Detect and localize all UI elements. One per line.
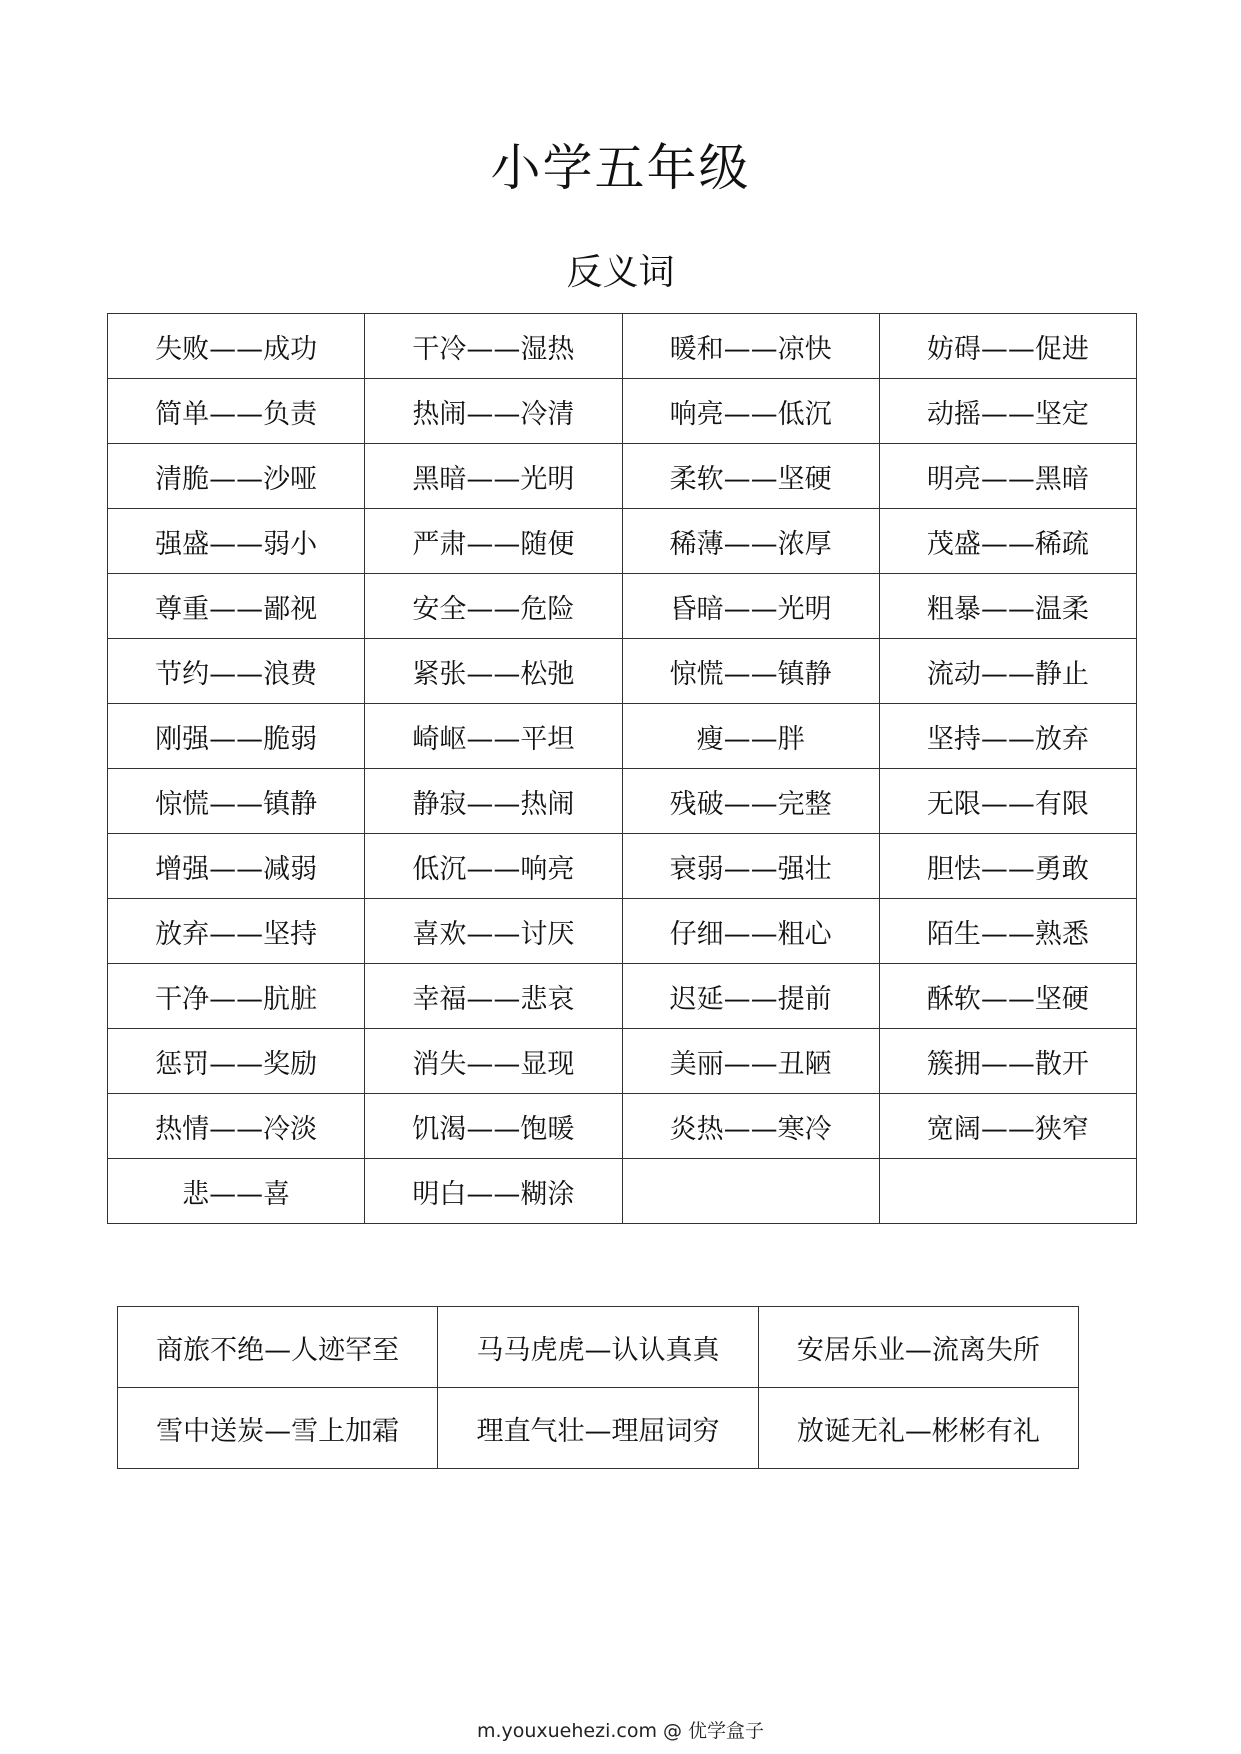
antonym-pair-cell: 安全——危险 — [365, 574, 622, 639]
antonym-pair-cell: 粗暴——温柔 — [879, 574, 1136, 639]
idiom-pair-cell: 理直气壮—理屈词穷 — [438, 1388, 758, 1469]
antonym-pair-cell: 胆怯——勇敢 — [879, 834, 1136, 899]
antonym-pair-cell: 陌生——熟悉 — [879, 899, 1136, 964]
antonym-pair-cell: 酥软——坚硬 — [879, 964, 1136, 1029]
table-row — [108, 1094, 1137, 1159]
antonym-pair-cell: 刚强——脆弱 — [108, 704, 365, 769]
antonym-pair-cell — [622, 1159, 879, 1224]
antonym-pair-cell: 仔细——粗心 — [622, 899, 879, 964]
idiom-pair-cell: 商旅不绝—人迹罕至 — [118, 1307, 438, 1388]
antonym-pair-cell: 宽阔——狭窄 — [879, 1094, 1136, 1159]
antonym-pair-cell: 明白——糊涂 — [365, 1159, 622, 1224]
antonym-pair-cell: 消失——显现 — [365, 1029, 622, 1094]
table-row — [118, 1388, 1079, 1469]
idiom-pair-cell: 马马虎虎—认认真真 — [438, 1307, 758, 1388]
idiom-pair-cell: 放诞无礼—彬彬有礼 — [758, 1388, 1078, 1469]
antonym-pair-cell: 衰弱——强壮 — [622, 834, 879, 899]
table-row — [108, 964, 1137, 1029]
table-row — [108, 314, 1137, 379]
table-row — [108, 899, 1137, 964]
antonym-pair-cell: 失败——成功 — [108, 314, 365, 379]
antonym-pair-cell: 强盛——弱小 — [108, 509, 365, 574]
antonym-table — [107, 313, 1137, 1224]
antonym-pair-cell: 崎岖——平坦 — [365, 704, 622, 769]
table-row — [108, 1029, 1137, 1094]
antonym-pair-cell: 昏暗——光明 — [622, 574, 879, 639]
antonym-pair-cell: 节约——浪费 — [108, 639, 365, 704]
antonym-pair-cell: 流动——静止 — [879, 639, 1136, 704]
antonym-pair-cell: 热闹——冷清 — [365, 379, 622, 444]
antonym-pair-cell: 简单——负责 — [108, 379, 365, 444]
antonym-pair-cell: 暖和——凉快 — [622, 314, 879, 379]
idiom-pair-cell: 雪中送炭—雪上加霜 — [118, 1388, 438, 1469]
antonym-pair-cell: 瘦——胖 — [622, 704, 879, 769]
antonym-pair-cell: 无限——有限 — [879, 769, 1136, 834]
antonym-pair-cell: 放弃——坚持 — [108, 899, 365, 964]
antonym-pair-cell: 动摇——坚定 — [879, 379, 1136, 444]
antonym-pair-cell: 美丽——丑陋 — [622, 1029, 879, 1094]
idiom-pair-cell: 安居乐业—流离失所 — [758, 1307, 1078, 1388]
antonym-pair-cell: 静寂——热闹 — [365, 769, 622, 834]
antonym-pair-cell: 坚持——放弃 — [879, 704, 1136, 769]
antonym-pair-cell — [879, 1159, 1136, 1224]
antonym-pair-cell: 黑暗——光明 — [365, 444, 622, 509]
antonym-pair-cell: 残破——完整 — [622, 769, 879, 834]
antonym-pair-cell: 增强——减弱 — [108, 834, 365, 899]
antonym-pair-cell: 惊慌——镇静 — [108, 769, 365, 834]
antonym-pair-cell: 惩罚——奖励 — [108, 1029, 365, 1094]
antonym-pair-cell: 响亮——低沉 — [622, 379, 879, 444]
footer-watermark: m.youxuehezi.com @ 优学盒子 — [476, 1720, 765, 1742]
page-title: 小学五年级 — [490, 139, 751, 197]
table-row — [108, 379, 1137, 444]
idiom-antonym-table — [117, 1306, 1079, 1469]
antonym-pair-cell: 柔软——坚硬 — [622, 444, 879, 509]
table-row — [108, 509, 1137, 574]
antonym-pair-cell: 干净——肮脏 — [108, 964, 365, 1029]
antonym-pair-cell: 饥渴——饱暖 — [365, 1094, 622, 1159]
antonym-pair-cell: 干冷——湿热 — [365, 314, 622, 379]
antonym-pair-cell: 清脆——沙哑 — [108, 444, 365, 509]
table-row — [108, 834, 1137, 899]
antonym-pair-cell: 喜欢——讨厌 — [365, 899, 622, 964]
antonym-pair-cell: 低沉——响亮 — [365, 834, 622, 899]
table-row — [118, 1307, 1079, 1388]
antonym-pair-cell: 紧张——松弛 — [365, 639, 622, 704]
table-row — [108, 444, 1137, 509]
antonym-pair-cell: 炎热——寒冷 — [622, 1094, 879, 1159]
antonym-pair-cell: 热情——冷淡 — [108, 1094, 365, 1159]
antonym-pair-cell: 悲——喜 — [108, 1159, 365, 1224]
table-row — [108, 639, 1137, 704]
section-title: 反义词 — [566, 252, 675, 293]
antonym-pair-cell: 迟延——提前 — [622, 964, 879, 1029]
antonym-pair-cell: 严肃——随便 — [365, 509, 622, 574]
antonym-pair-cell: 妨碍——促进 — [879, 314, 1136, 379]
antonym-pair-cell: 幸福——悲哀 — [365, 964, 622, 1029]
antonym-pair-cell: 尊重——鄙视 — [108, 574, 365, 639]
antonym-pair-cell: 稀薄——浓厚 — [622, 509, 879, 574]
antonym-pair-cell: 明亮——黑暗 — [879, 444, 1136, 509]
table-row — [108, 574, 1137, 639]
antonym-pair-cell: 茂盛——稀疏 — [879, 509, 1136, 574]
table-row — [108, 1159, 1137, 1224]
antonym-pair-cell: 惊慌——镇静 — [622, 639, 879, 704]
antonym-pair-cell: 簇拥——散开 — [879, 1029, 1136, 1094]
table-row — [108, 704, 1137, 769]
table-row — [108, 769, 1137, 834]
